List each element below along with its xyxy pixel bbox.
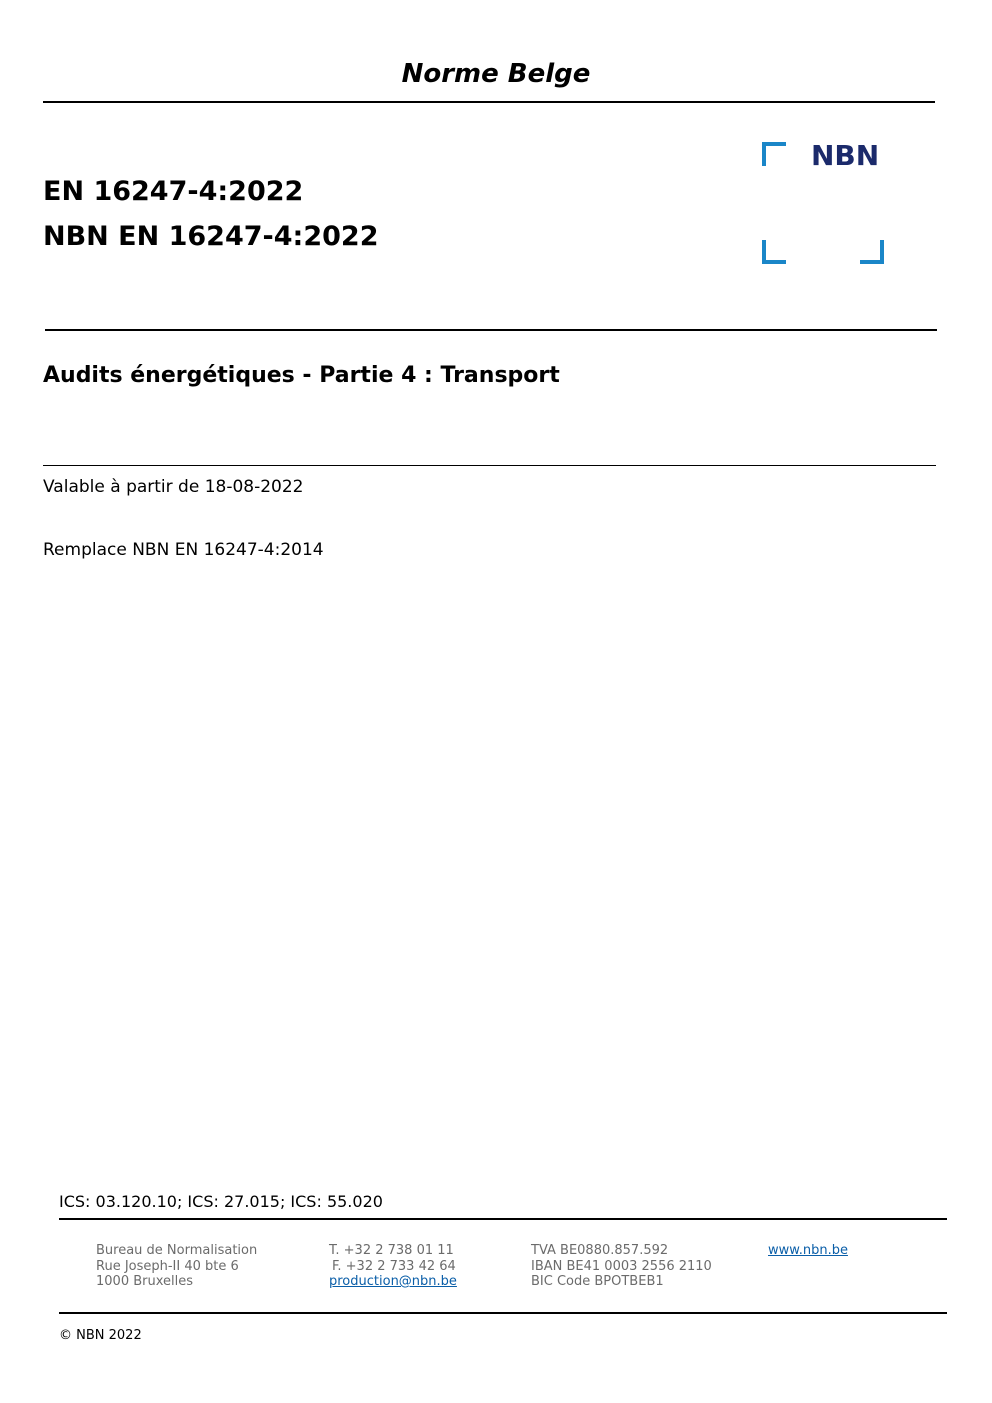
website-link[interactable]: www.nbn.be <box>768 1243 848 1258</box>
logo-bracket-bottom-left <box>764 240 786 262</box>
footer-address <box>96 1243 257 1290</box>
footer-divider-bottom <box>59 1312 947 1314</box>
logo-text: NBN <box>811 142 880 172</box>
footer-bank <box>531 1243 712 1290</box>
address-line: Bureau de Normalisation <box>96 1243 258 1258</box>
phone-number: T. +32 2 738 01 11 <box>329 1243 454 1258</box>
nbn-logo <box>762 142 884 264</box>
fax-number: F. +32 2 733 42 64 <box>332 1258 456 1274</box>
address-line: Rue Joseph-II 40 bte 6 <box>96 1258 239 1274</box>
vat-number: TVA BE0880.857.592 <box>531 1243 669 1258</box>
standard-code-nbn: NBN EN 16247-4:2022 <box>43 221 379 252</box>
section-divider-2 <box>43 465 936 466</box>
copyright-notice: © NBN 2022 <box>59 1328 142 1343</box>
header-divider <box>43 101 935 103</box>
footer-divider-top <box>59 1218 947 1220</box>
logo-bracket-bottom-right <box>860 240 882 262</box>
section-divider-1 <box>45 329 937 331</box>
bic-code: BIC Code BPOTBEB1 <box>531 1274 664 1289</box>
footer-web <box>768 1243 848 1259</box>
document-title: Audits énergétiques - Partie 4 : Transport <box>43 363 560 388</box>
logo-bracket-top-left <box>764 144 786 166</box>
iban-number: IBAN BE41 0003 2556 2110 <box>531 1258 712 1274</box>
replaces-text: Remplace NBN EN 16247-4:2014 <box>43 540 324 560</box>
address-line: 1000 Bruxelles <box>96 1274 194 1289</box>
footer-contact <box>329 1243 457 1290</box>
header-title: Norme Belge <box>401 59 591 89</box>
valid-from-text: Valable à partir de 18-08-2022 <box>43 477 304 497</box>
standard-code-en: EN 16247-4:2022 <box>43 176 304 207</box>
email-link[interactable]: production@nbn.be <box>329 1274 457 1289</box>
ics-classification: ICS: 03.120.10; ICS: 27.015; ICS: 55.020 <box>59 1192 383 1211</box>
